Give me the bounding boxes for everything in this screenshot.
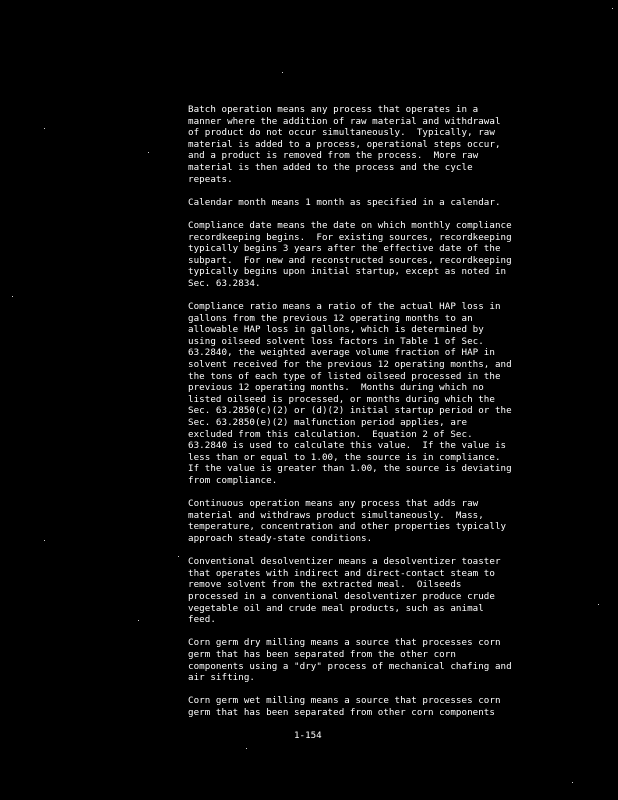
scan-speck [246,748,247,749]
definition-corn-germ-wet-milling: Corn germ wet milling means a source that processes corn germ that has been separated from other corn components [188,695,501,718]
definition-conventional-desolventizer: Conventional desolventizer means a desolventizer toaster that operates with indirect and direct-contact steam to remove solvent from the extracted meal. Oilseeds processed in a conventional desolventizer produce crude vegetable oil and crude meal products, such as animal feed. [188,556,501,626]
scan-speck [44,540,45,541]
scan-speck [612,8,613,9]
scan-speck [148,152,149,153]
definition-batch-operation: Batch operation means any process that operates in a manner where the addition of raw material and withdrawal of product do not occur simultaneously. Typically, raw material is added to a process, operational steps occur, and a product is removed from the process. More raw material is then added to the process and the cycle repeats. [188,104,501,185]
definition-compliance-date: Compliance date means the date on which monthly compliance recordkeeping begins. For existing sources, recordkeeping typically begins 3 years after the effective date of the subpart. For new and reconstructed sources, recordkeeping typically begins upon initial startup, except as noted in Sec. 63.2834. [188,219,512,289]
page-number: 1-154 [294,730,322,741]
scan-speck [44,128,45,129]
definition-compliance-ratio: Compliance ratio means a ratio of the actual HAP loss in gallons from the previous 12 operating months to an allowable HAP loss in gallons, which is determined by using oilseed solvent loss factors in Table 1 of Sec. 63.2840, the weighted average volume fraction of HAP in solvent received for the previous 12 operating months, and the tons of each type of listed oilseed processed in the previous 12 operating months. Months during which no listed oilseed is processed, or months during which the Sec. 63.2850(c)(2) or (d)(2) initial startup period or the Sec. 63.2850(e)(2) malfunction period applies, are excluded from this calculation. Equation 2 of Sec. 63.2840 is used to calculate this value. If the value is less than or equal to 1.00, the source is in compliance. If the value is greater than 1.00, the source is deviating from compliance. [188,301,512,486]
scan-speck [572,782,573,783]
definition-calendar-month: Calendar month means 1 month as specified in a calendar. [188,196,501,208]
definition-continuous-operation: Continuous operation means any process that adds raw material and withdraws product simultaneously. Mass, temperature, concentration and other properties typically approach steady-state conditions. [188,498,507,544]
scan-speck [12,296,13,297]
document-body [188,104,560,730]
scan-speck [282,72,283,73]
scan-speck [138,620,139,621]
scan-speck [598,604,599,605]
scan-speck [178,556,179,557]
definition-corn-germ-dry-milling: Corn germ dry milling means a source that processes corn germ that has been separated from the other corn components using a "dry" process of mechanical chafing and air sifting. [188,637,512,684]
